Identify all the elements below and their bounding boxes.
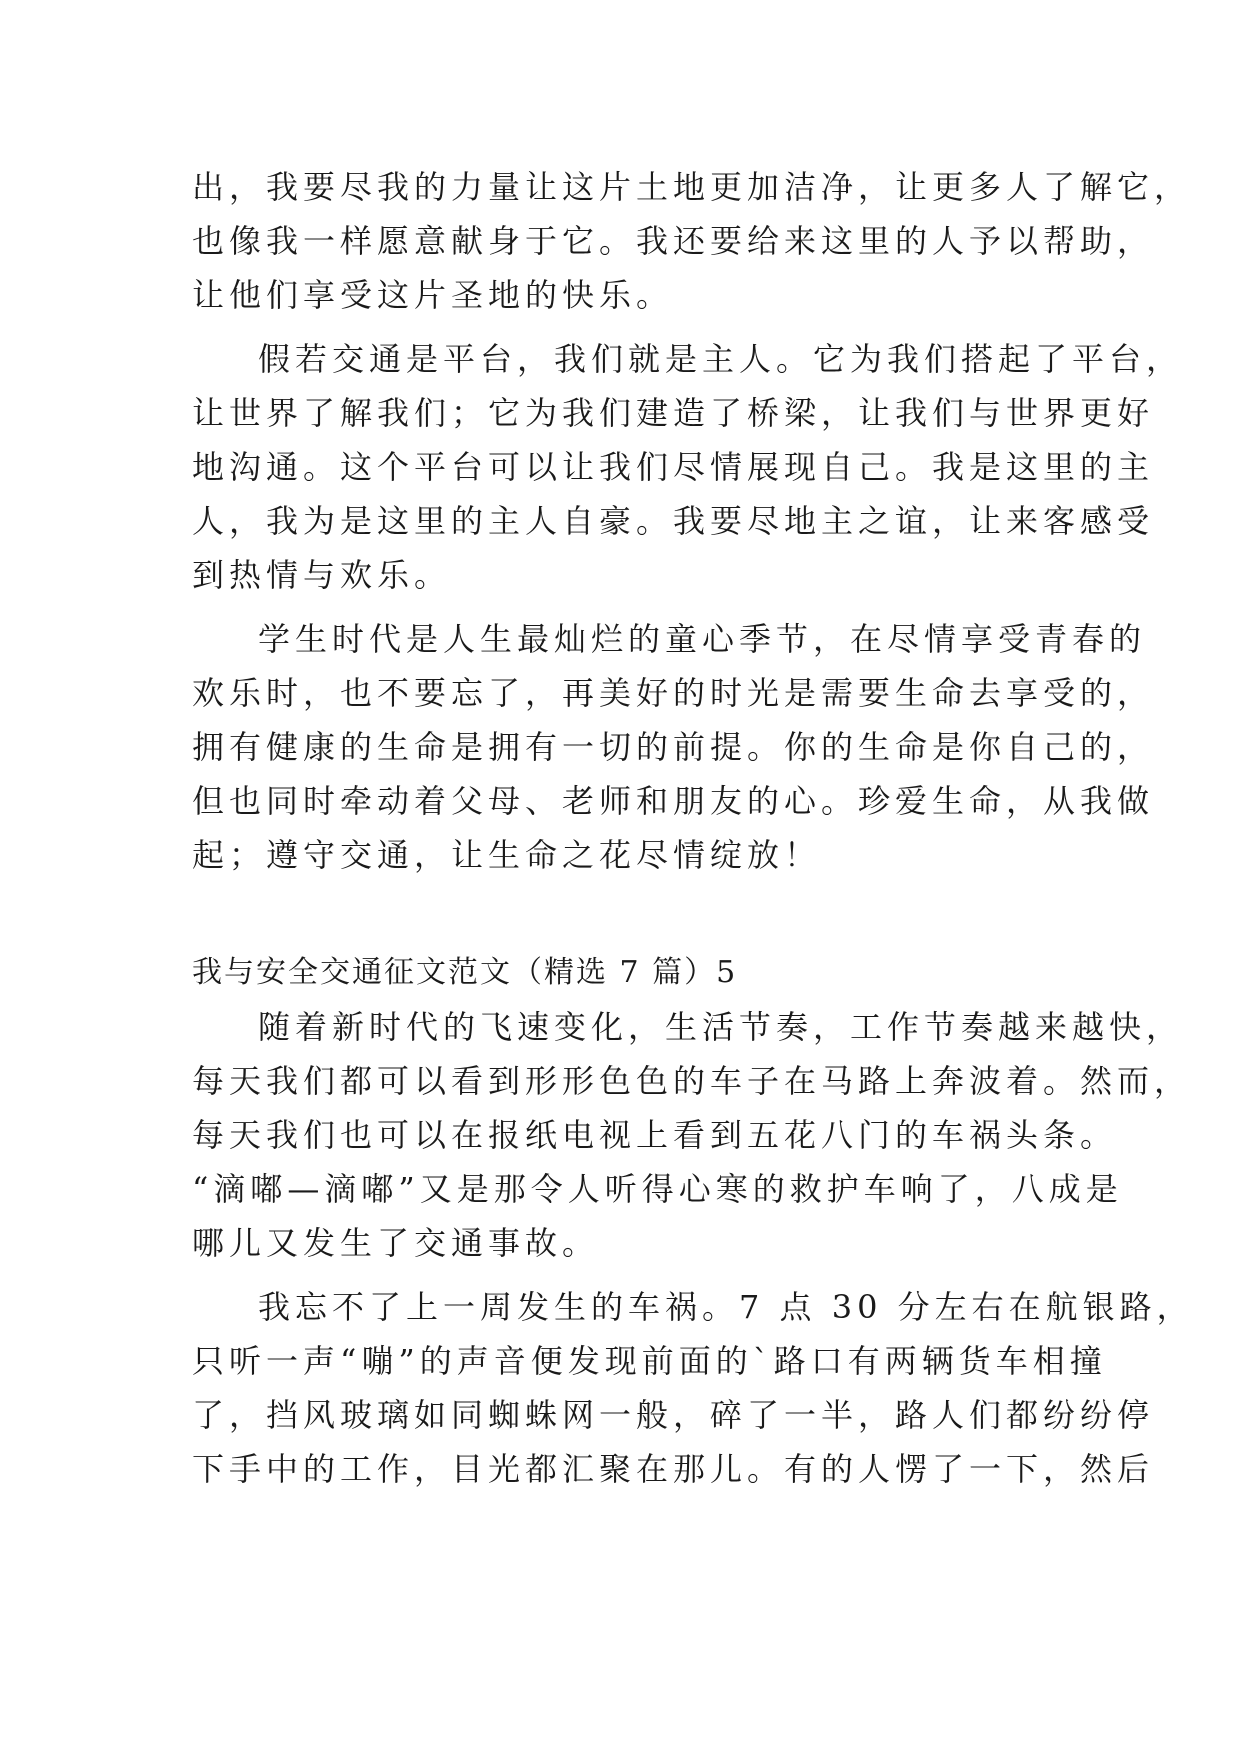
text-line: 起；遵守交通，让生命之花尽情绽放！	[192, 836, 822, 874]
text-line: 拥有健康的生命是拥有一切的前提。你的生命是你自己的，	[192, 728, 1155, 766]
text-line: 下手中的工作，目光都汇聚在那儿。有的人愣了一下，然后	[192, 1450, 1155, 1488]
text-line: 到热情与欢乐。	[192, 556, 452, 594]
text-line: 每天我们也可以在报纸电视上看到五花八门的车祸头条。	[192, 1116, 1118, 1154]
text-line: 出，我要尽我的力量让这片土地更加洁净，让更多人了解它，	[192, 168, 1192, 206]
text-line: 哪儿又发生了交通事故。	[192, 1224, 600, 1262]
paragraph	[192, 1280, 1194, 1496]
document-body	[192, 160, 1194, 1496]
text-line: 也像我一样愿意献身于它。我还要给来这里的人予以帮助，	[192, 222, 1155, 260]
text-line: 但也同时牵动着父母、老师和朋友的心。珍爱生命，从我做	[192, 782, 1155, 820]
text-line: 只听一声“嘣”的声音便发现前面的`路口有两辆货车相撞	[192, 1342, 1107, 1380]
section-heading: 我与安全交通征文范文（精选 7 篇）5	[192, 955, 738, 990]
text-line: 了，挡风玻璃如同蜘蛛网一般，碎了一半，路人们都纷纷停	[192, 1396, 1155, 1434]
text-line: 假若交通是平台，我们就是主人。它为我们搭起了平台，	[258, 340, 1184, 378]
paragraph	[192, 332, 1184, 602]
paragraph	[192, 1000, 1192, 1270]
text-line: 每天我们都可以看到形形色色的车子在马路上奔波着。然而，	[192, 1062, 1192, 1100]
paragraph	[192, 612, 1155, 882]
text-line: 我忘不了上一周发生的车祸。7 点 30 分左右在航银路，	[258, 1288, 1194, 1326]
text-line: 地沟通。这个平台可以让我们尽情展现自己。我是这里的主	[192, 448, 1155, 486]
text-line: 让世界了解我们；它为我们建造了桥梁，让我们与世界更好	[192, 394, 1155, 432]
text-line: 随着新时代的飞速变化，生活节奏，工作节奏越来越快，	[258, 1008, 1184, 1046]
text-line: 学生时代是人生最灿烂的童心季节，在尽情享受青春的	[258, 620, 1147, 658]
paragraph	[192, 160, 1192, 322]
text-line: 欢乐时，也不要忘了，再美好的时光是需要生命去享受的，	[192, 674, 1155, 712]
text-line: 人，我为是这里的主人自豪。我要尽地主之谊，让来客感受	[192, 502, 1155, 540]
text-line: “滴嘟—滴嘟”又是那令人听得心寒的救护车响了，八成是	[192, 1170, 1123, 1208]
text-line: 让他们享受这片圣地的快乐。	[192, 276, 674, 314]
